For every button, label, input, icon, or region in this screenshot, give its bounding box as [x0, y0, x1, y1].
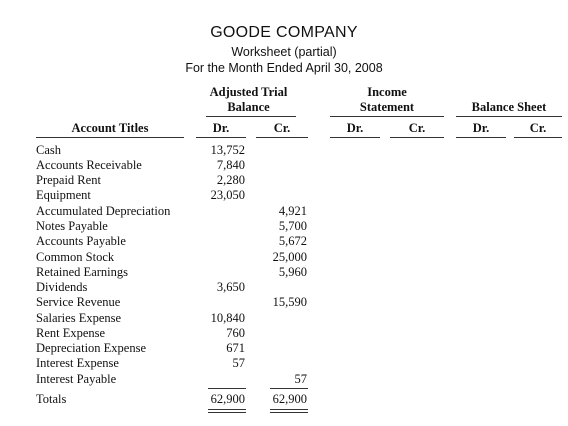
group-balance-underline — [456, 116, 562, 117]
table-row — [0, 188, 568, 203]
table-row — [0, 372, 568, 387]
col-is-cr: Cr. — [408, 121, 426, 135]
group-income-line1: Income — [367, 85, 407, 99]
group-adjusted-trial-balance — [190, 85, 307, 115]
col-atb-cr-underline — [256, 137, 308, 138]
group-income-line2: Statement — [359, 100, 415, 114]
totals-debit: 62,900 — [210, 392, 245, 406]
sum-rule-cr — [270, 388, 308, 389]
table-row — [0, 158, 568, 173]
atb-credit: 15,590 — [272, 295, 307, 309]
atb-debit: 760 — [226, 326, 245, 340]
worksheet-subtitle: Worksheet (partial) — [231, 45, 337, 59]
atb-credit: 4,921 — [278, 204, 307, 218]
table-row — [0, 234, 568, 249]
group-balance-sheet: Balance Sheet — [471, 100, 547, 114]
group-adjusted-line1: Adjusted Trial — [209, 85, 288, 99]
atb-credit: 5,700 — [278, 219, 307, 233]
table-row — [0, 173, 568, 188]
col-is-dr: Dr. — [346, 121, 364, 135]
account-title: Service Revenue — [36, 295, 121, 309]
totals-label: Totals — [36, 392, 67, 406]
table-row — [0, 295, 568, 310]
atb-debit: 671 — [226, 341, 245, 355]
account-title: Interest Expense — [36, 356, 119, 370]
table-row — [0, 265, 568, 280]
account-title: Equipment — [36, 188, 91, 202]
double-rule-dr-top — [208, 409, 246, 410]
col-atb-dr: Dr. — [212, 121, 230, 135]
group-income-underline — [330, 116, 444, 117]
account-title: Accumulated Depreciation — [36, 204, 171, 218]
account-title: Dividends — [36, 280, 88, 294]
atb-debit: 2,280 — [216, 173, 245, 187]
atb-debit: 3,650 — [216, 280, 245, 294]
account-title: Accounts Receivable — [36, 158, 142, 172]
atb-debit: 13,752 — [210, 143, 245, 157]
account-title: Depreciation Expense — [36, 341, 147, 355]
table-row — [0, 219, 568, 234]
atb-credit: 5,672 — [278, 234, 307, 248]
table-row — [0, 280, 568, 295]
col-is-cr-underline — [390, 137, 444, 138]
account-title: Accounts Payable — [36, 234, 126, 248]
table-row — [0, 341, 568, 356]
atb-credit: 57 — [294, 372, 307, 386]
col-bs-dr-underline — [456, 137, 506, 138]
table-row — [0, 143, 568, 158]
col-account-titles: Account Titles — [71, 121, 149, 135]
atb-credit: 25,000 — [272, 250, 307, 264]
col-bs-cr: Cr. — [529, 121, 547, 135]
group-income-statement — [330, 85, 444, 115]
table-row — [0, 311, 568, 326]
col-is-dr-underline — [330, 137, 380, 138]
account-title: Salaries Expense — [36, 311, 122, 325]
col-bs-cr-underline — [514, 137, 562, 138]
account-title: Cash — [36, 143, 61, 157]
col-account-underline — [36, 137, 184, 138]
totals-row — [0, 392, 568, 407]
table-row — [0, 326, 568, 341]
table-row — [0, 204, 568, 219]
account-title: Interest Payable — [36, 372, 117, 386]
col-atb-dr-underline — [196, 137, 246, 138]
group-adjusted-line2: Balance — [227, 100, 270, 114]
atb-credit: 5,960 — [278, 265, 307, 279]
table-row — [0, 356, 568, 371]
atb-debit: 57 — [232, 356, 245, 370]
company-name: GOODE COMPANY — [210, 24, 358, 41]
worksheet-period: For the Month Ended April 30, 2008 — [185, 61, 383, 75]
account-title: Rent Expense — [36, 326, 106, 340]
atb-debit: 10,840 — [210, 311, 245, 325]
account-title: Notes Payable — [36, 219, 108, 233]
account-title: Retained Earnings — [36, 265, 128, 279]
double-rule-cr-top — [270, 409, 308, 410]
account-title: Common Stock — [36, 250, 115, 264]
account-title: Prepaid Rent — [36, 173, 101, 187]
table-row — [0, 250, 568, 265]
totals-credit: 62,900 — [272, 392, 307, 406]
group-adjusted-underline — [206, 116, 296, 117]
double-rule-dr-bottom — [208, 412, 246, 413]
sum-rule-dr — [208, 388, 246, 389]
atb-debit: 23,050 — [210, 188, 245, 202]
col-atb-cr: Cr. — [273, 121, 291, 135]
col-bs-dr: Dr. — [472, 121, 490, 135]
atb-debit: 7,840 — [216, 158, 245, 172]
double-rule-cr-bottom — [270, 412, 308, 413]
